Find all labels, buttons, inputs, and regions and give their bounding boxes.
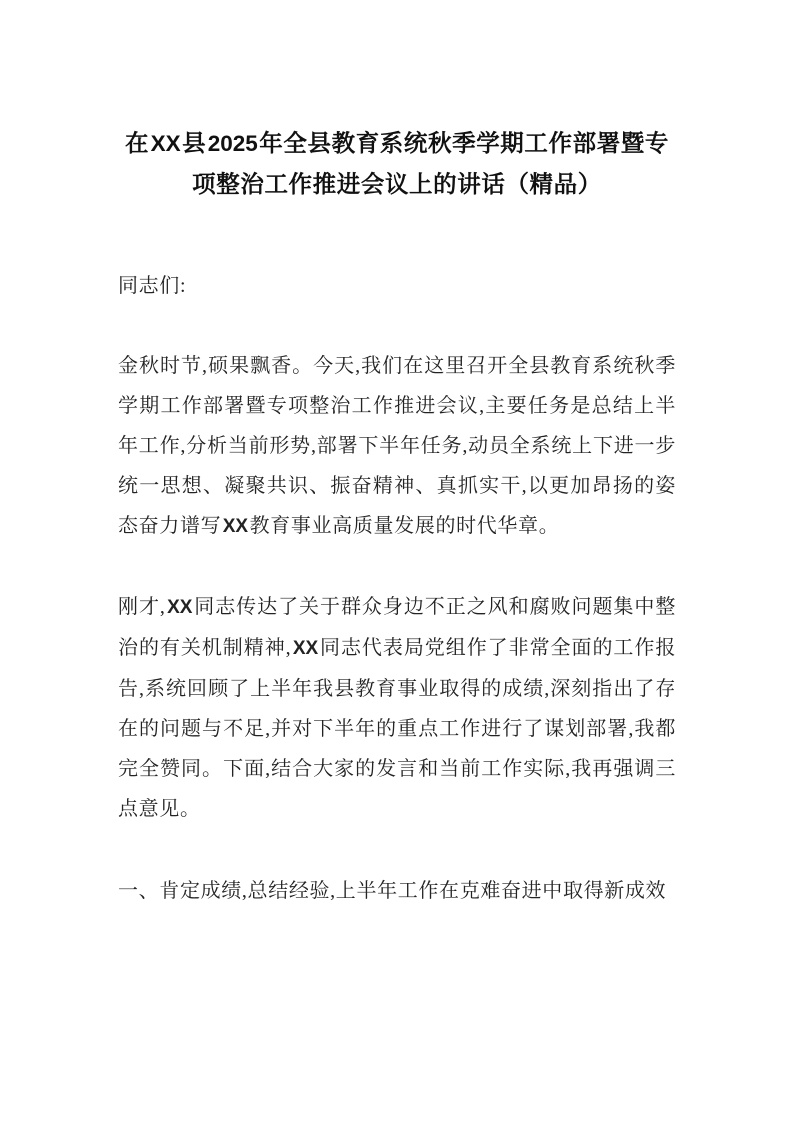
title-placeholder-county: XX bbox=[150, 131, 181, 156]
document-body bbox=[118, 0, 676, 911]
paragraph-acknowledgement: 刚才,XX同志传达了关于群众身边不正之风和腐败问题集中整治的有关机制精神,XX同志代表局党组作了非常全面的工作报告,系统回顾了上半年我县教育事业取得的成绩,深刻指出了存在的问题与不足,并对下半年的重点工作进行了谋划部署,我都完全赞同。下面,结合大家的发言和当前工作实际,我再强调三点意见。 bbox=[118, 596, 677, 820]
page-title bbox=[118, 0, 676, 206]
salutation: 同志们: bbox=[118, 275, 187, 297]
paragraph-opening: 金秋时节,硕果飘香。今天,我们在这里召开全县教育系统秋季学期工作部署暨专项整治工作推进会议,主要任务是总结上半年工作,分析当前形势,部署下半年任务,动员全系统上下进一步统一思想、凝聚共识、振奋精神、真抓实干,以更加昂扬的姿态奋力谱写XX教育事业高质量发展的时代华章。 bbox=[118, 355, 676, 537]
title-year: 2025 bbox=[207, 131, 258, 156]
inline-placeholder-name-2: XX bbox=[292, 638, 319, 659]
inline-placeholder-name-1: XX bbox=[167, 597, 193, 618]
section-heading-one: 一、肯定成绩,总结经验,上半年工作在克难奋进中取得新成效 bbox=[118, 880, 667, 902]
inline-placeholder-county: XX bbox=[222, 516, 249, 537]
page-title-line-2: 项整治工作推进会议上的讲话（精品） bbox=[192, 172, 602, 198]
page-title-line-1: 在XX县2025年全县教育系统秋季学期工作部署暨专 bbox=[125, 131, 669, 157]
